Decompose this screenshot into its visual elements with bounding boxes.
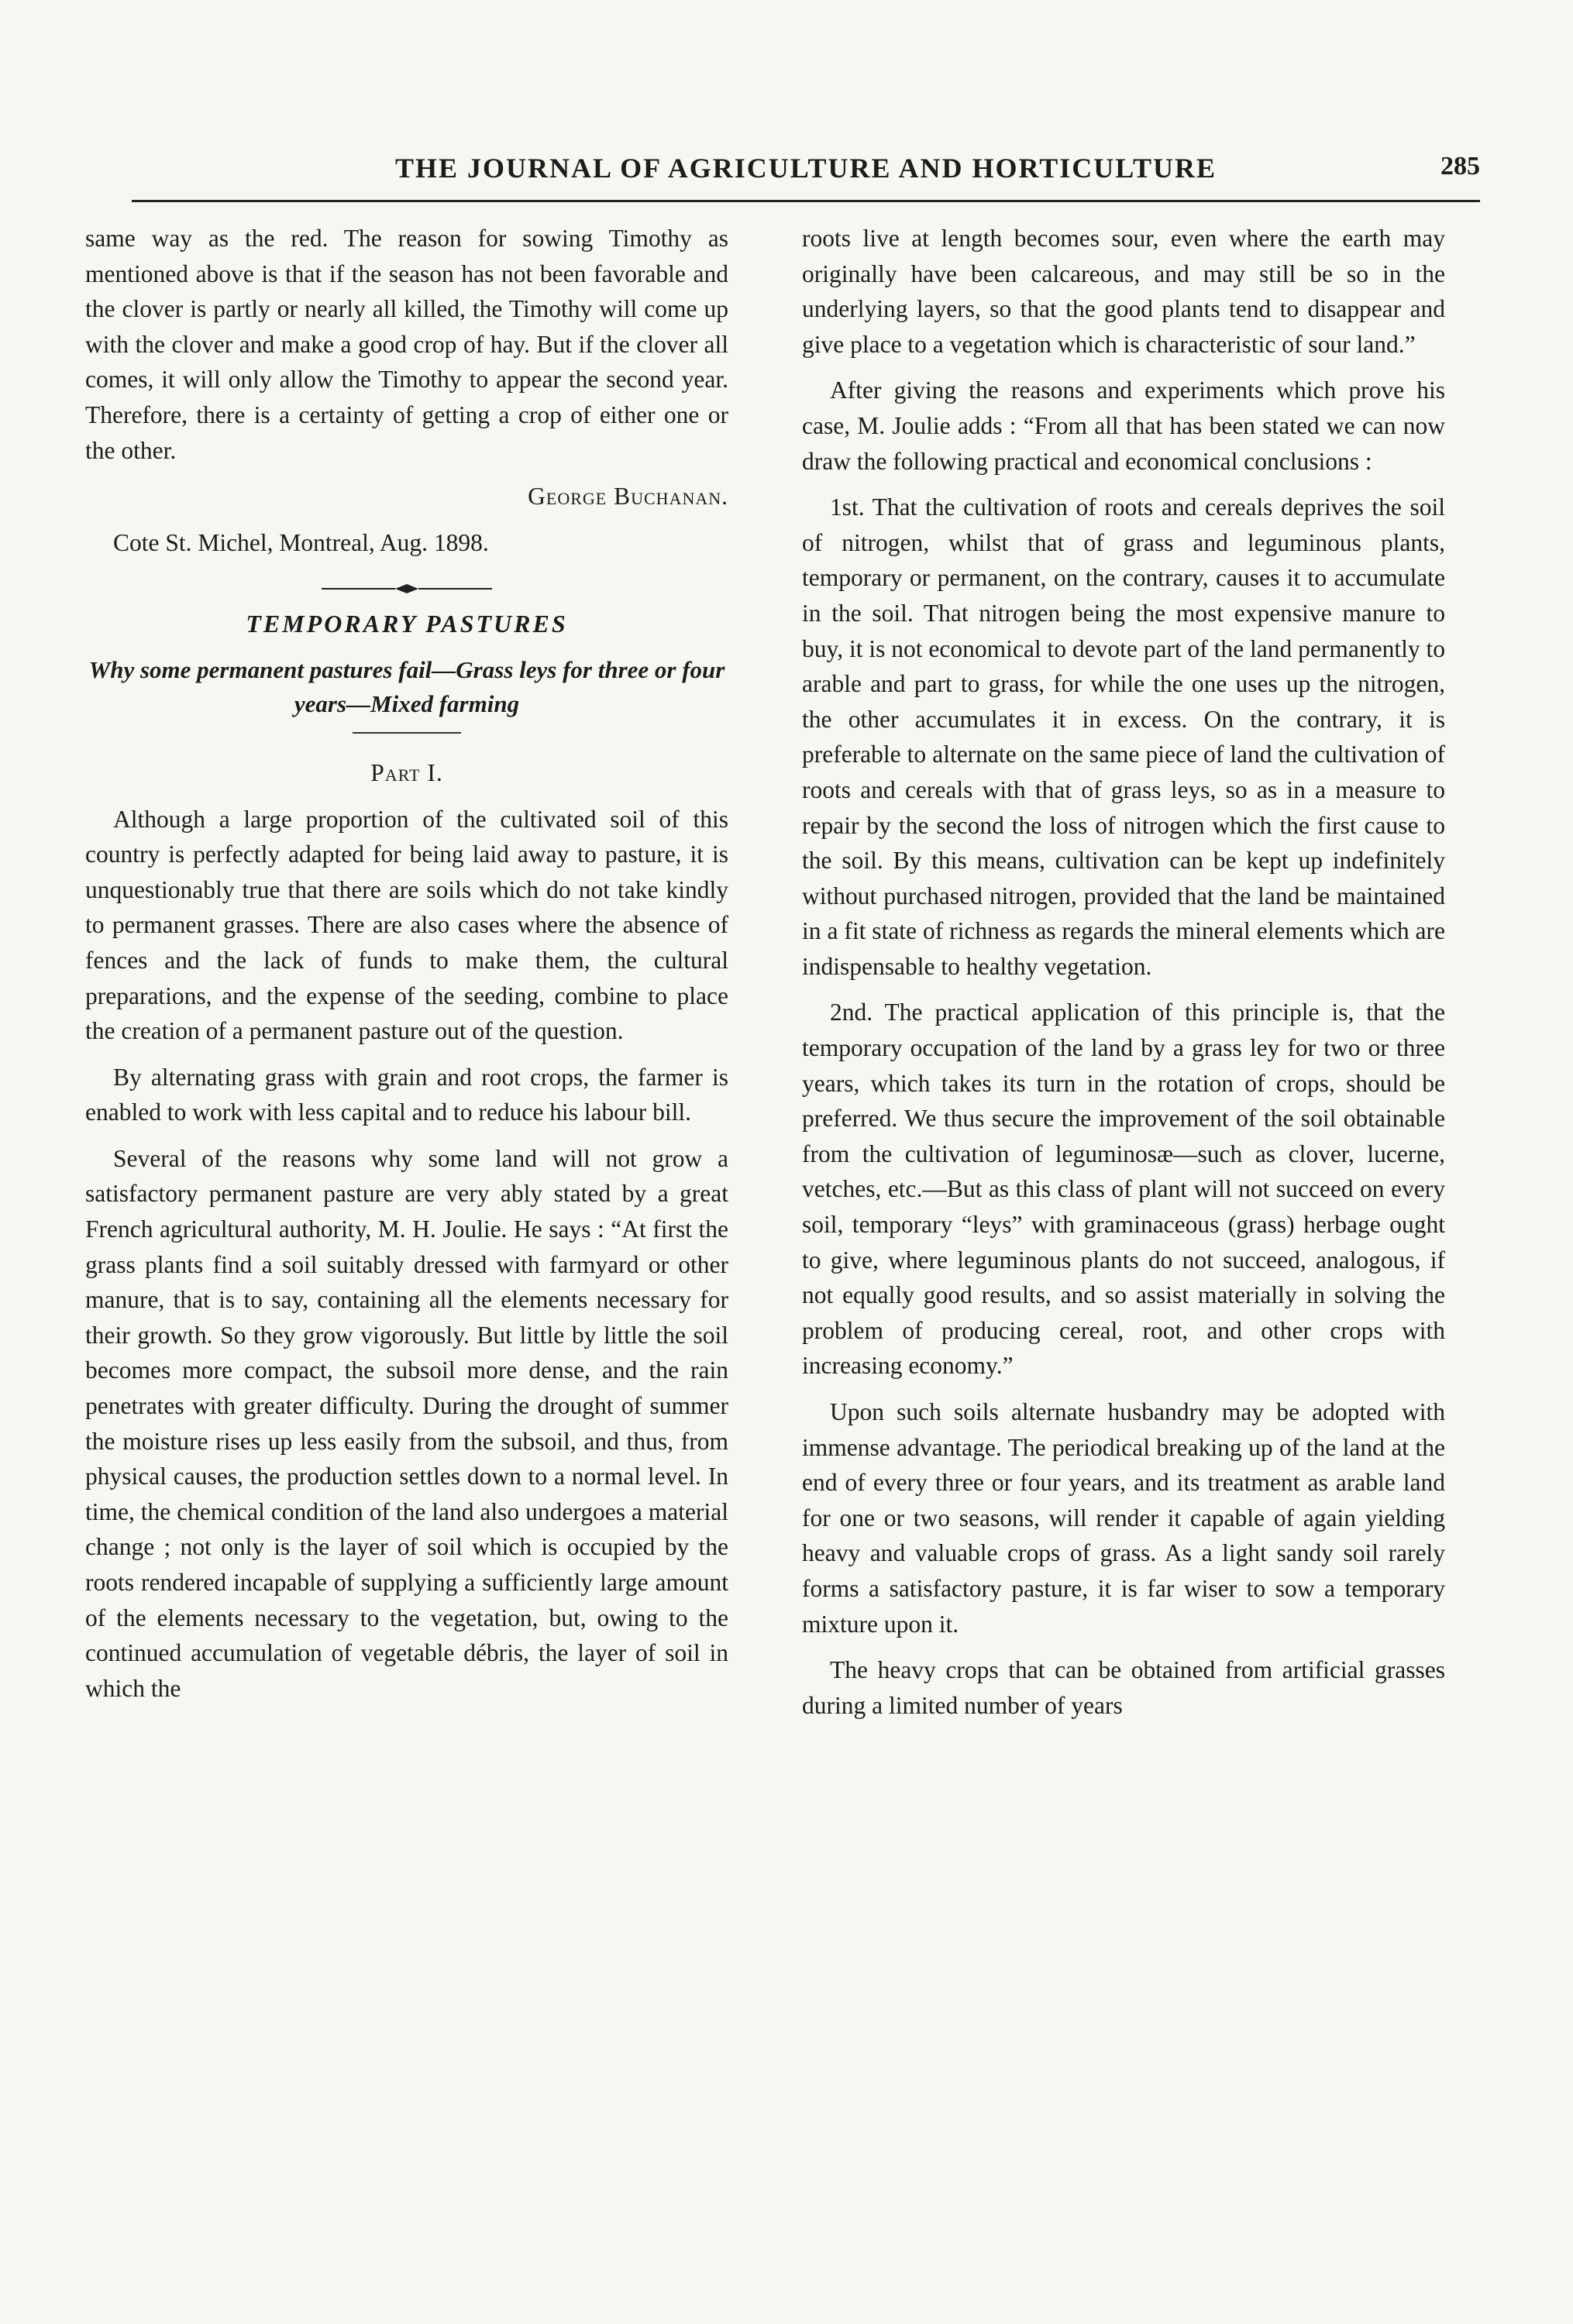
article-subtitle: Why some permanent pastures fail—Grass leys for three or four years—Mixed farming [88,655,725,717]
paragraph: 2nd. The practical application of this principle is, that the temporary occupation of the land by a grass ley for two or three years, which takes its turn in the rotation of crops, should be preferred. We thus secure the improvement of the soil obtainable from the cultivation of leguminosæ—such as clover, lucerne, vetches, etc.—But as this class of plant will not succeed on every soil, temporary “leys” with graminaceous (grass) herbage ought to give, where leguminous plants do not succeed, analogous, if not equally good results, and so assist materially in solving the problem of producing cereal, root, and other crops with increasing economy.” [802,999,1445,1380]
paragraph-continued: roots live at length becomes sour, even where the earth may originally have been calcareous, and may still be so in the underlying layers, so that the good plants tend to disappear and give place to a vegetation which is characteristic of sour land.” [802,225,1445,358]
page-number: 285 [1440,152,1480,180]
dateline: Cote St. Michel, Montreal, Aug. 1898. [113,528,489,556]
article-title: TEMPORARY PASTURES [246,610,568,638]
journal-title: THE JOURNAL OF AGRICULTURE AND HORTICULTURE [395,153,1217,184]
left-column [85,221,728,1717]
paragraph: The heavy crops that can be obtained from artificial grasses during a limited number of years [802,1656,1445,1719]
paragraph: Upon such soils alternate husbandry may be adopted with immense advantage. The periodical breaking up of the land at the end of every three or four years, and its treatment as arable land for one or two seasons, will render it capable of again yielding heavy and valuable crops of grass. As a light sandy soil rarely forms a satisfactory pasture, it is far wiser to sow a temporary mixture upon it. [802,1398,1445,1638]
paragraph: After giving the reasons and experiments which prove his case, M. Joulie adds : “From all that has been stated we can now draw the following practical and economical conclusions : [802,376,1445,475]
subtitle-rule [353,732,461,734]
page-header [132,152,1480,198]
paragraph: 1st. That the cultivation of roots and cereals deprives the soil of nitrogen, whilst that of grass and leguminous plants, temporary or permanent, on the contrary, causes it to accumulate in the soil. That nitrogen being the most expensive manure to buy, it is not economical to devote part of the land permanently to arable and part to grass, for while the one uses up the nitrogen, the other accumulates it in excess. On the contrary, it is preferable to alternate on the same piece of land the cultivation of roots and cereals with that of grass leys, so as in a measure to repair by the second the loss of nitrogen which the first cause to the soil. By this means, cultivation can be kept up indefinitely without purchased nitrogen, provided that the land be maintained in a fit state of richness as regards the mineral elements which are indispensable to healthy vegetation. [802,493,1445,980]
right-column [802,221,1445,1734]
author-signature: George Buchanan. [528,483,728,511]
paragraph: Although a large proportion of the cultivated soil of this country is perfectly adapted for being laid away to pasture, it is unquestionably true that there are soils which do not take kindly to permanent grasses. There are also cases where the absence of fences and the lack of funds to make them, the cultural preparations, and the expense of the seeding, combine to place the creation of a permanent pasture out of the question. [85,805,728,1045]
ornament-icon [322,581,492,596]
part-heading: Part I. [370,758,443,786]
paragraph: Several of the reasons why some land will not grow a satisfactory permanent pasture are very ably stated by a great French agricultural authority, M. H. Joulie. He says : “At first the grass plants find a soil suitably dressed with farmyard or other manure, that is to say, containing all the elements necessary for their growth. So they grow vigorously. But little by little the soil becomes more compact, the subsoil more dense, and the rain penetrates with greater difficulty. During the drought of summer the moisture rises up less easily from the subsoil, and thus, from physical causes, the production settles down to a normal level. In time, the chemical condition of the land also undergoes a material change ; not only is the layer of soil which is occupied by the roots rendered incapable of supplying a sufficiently large amount of the elements necessary to the vegetation, but, owing to the continued accumulation of vegetable débris, the layer of soil in which the [85,1144,728,1702]
section-divider-ornament [85,571,728,586]
header-rule [132,200,1480,202]
paragraph: By alternating grass with grain and root crops, the farmer is enabled to work with less capital and to reduce his labour bill. [85,1063,728,1126]
paragraph-continued: same way as the red. The reason for sowing Timothy as mentioned above is that if the season has not been favorable and the clover is partly or nearly all killed, the Timothy will come up with the clover and make a good crop of hay. But if the clover all comes, it will only allow the Timothy to appear the second year. Therefore, there is a certainty of getting a crop of either one or the other. [85,225,728,464]
